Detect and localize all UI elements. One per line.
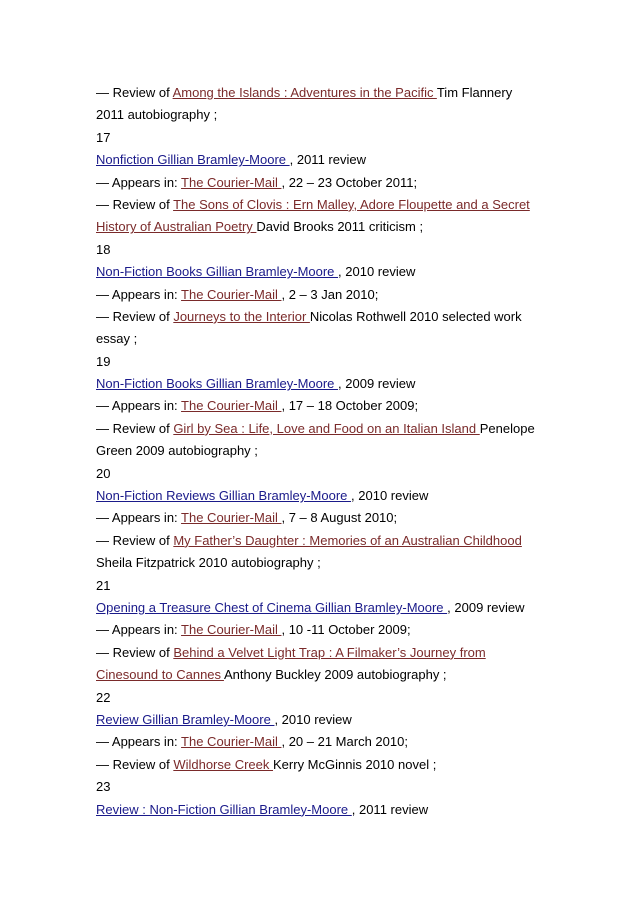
- text-line: [96, 552, 566, 574]
- text-line: [96, 351, 566, 373]
- text-line: [96, 216, 566, 238]
- line-text: , 2 – 3 Jan 2010;: [281, 286, 379, 302]
- text-line: [96, 530, 566, 552]
- line-text: , 2010 review: [338, 264, 416, 280]
- work-link[interactable]: Cinesound to Cannes: [96, 667, 224, 683]
- line-text: — Appears in:: [96, 622, 182, 638]
- text-line: [96, 194, 566, 216]
- line-text: , 2009 review: [447, 599, 525, 615]
- work-link[interactable]: The Courier-Mail: [181, 510, 282, 526]
- text-line: [96, 149, 566, 171]
- text-line: [96, 619, 566, 641]
- work-link[interactable]: History of Australian Poetry: [96, 219, 257, 235]
- line-text: 20: [96, 465, 111, 481]
- line-text: — Review of: [96, 756, 174, 772]
- text-line: [96, 82, 566, 104]
- review-title-link[interactable]: Opening a Treasure Chest of Cinema Gillian Bramley-Moore: [96, 599, 448, 615]
- review-title-link[interactable]: Non-Fiction Reviews Gillian Bramley-Moore: [96, 488, 352, 504]
- text-line: [96, 306, 566, 328]
- text-line: [96, 328, 566, 350]
- text-line: [96, 418, 566, 440]
- work-link[interactable]: Behind a Velvet Light Trap : A Filmaker’s Journey from: [173, 644, 486, 660]
- line-text: Sheila Fitzpatrick 2010 autobiography ;: [96, 555, 321, 571]
- work-link[interactable]: My Father’s Daughter : Memories of an Australian Childhood: [173, 532, 522, 548]
- line-text: — Review of: [96, 420, 174, 436]
- review-title-link[interactable]: Non-Fiction Books Gillian Bramley-Moore: [96, 376, 339, 392]
- work-link[interactable]: Journeys to the Interior: [173, 308, 310, 324]
- line-text: 2011 autobiography ;: [96, 107, 218, 123]
- line-text: , 7 – 8 August 2010;: [281, 510, 398, 526]
- text-line: [96, 642, 566, 664]
- line-text: , 20 – 21 March 2010;: [281, 734, 408, 750]
- line-text: — Review of: [96, 644, 174, 660]
- text-line: [96, 127, 566, 149]
- work-link[interactable]: The Courier-Mail: [181, 398, 282, 414]
- text-line: [96, 261, 566, 283]
- text-line: [96, 776, 566, 798]
- line-text: Kerry McGinnis 2010 novel ;: [273, 756, 437, 772]
- line-text: , 10 -11 October 2009;: [281, 622, 411, 638]
- work-link[interactable]: Among the Islands : Adventures in the Pacific: [172, 85, 437, 100]
- review-title-link[interactable]: Review Gillian Bramley-Moore: [96, 711, 275, 727]
- line-text: 22: [96, 689, 111, 705]
- line-text: Penelope: [479, 420, 535, 436]
- text-line: [96, 485, 566, 507]
- text-line: [96, 463, 566, 485]
- text-line: [96, 284, 566, 306]
- work-link[interactable]: The Courier-Mail: [181, 286, 282, 302]
- line-text: , 22 – 23 October 2011;: [281, 174, 418, 190]
- work-link[interactable]: The Courier-Mail: [181, 734, 282, 750]
- text-line: [96, 709, 566, 731]
- line-text: Anthony Buckley 2009 autobiography ;: [223, 667, 447, 683]
- text-line: [96, 104, 566, 126]
- text-line: [96, 754, 566, 776]
- text-line: [96, 239, 566, 261]
- work-link[interactable]: Wildhorse Creek: [173, 756, 274, 772]
- text-line: [96, 507, 566, 529]
- text-line: [96, 575, 566, 597]
- line-text: , 2011 review: [289, 152, 366, 168]
- line-text: — Review of: [96, 85, 173, 100]
- text-line: [96, 664, 566, 686]
- document-page: [96, 82, 566, 821]
- text-line: [96, 172, 566, 194]
- review-title-link[interactable]: Nonfiction Gillian Bramley-Moore: [96, 152, 290, 168]
- text-line: [96, 597, 566, 619]
- line-text: 21: [96, 577, 111, 593]
- work-link[interactable]: The Sons of Clovis : Ern Malley, Adore Floupette and a Secret: [173, 196, 530, 212]
- text-line: [96, 687, 566, 709]
- line-text: — Review of: [96, 532, 174, 548]
- line-text: , 2011 review: [351, 801, 429, 817]
- review-title-link[interactable]: Non-Fiction Books Gillian Bramley-Moore: [96, 264, 339, 280]
- line-text: David Brooks 2011 criticism ;: [256, 219, 424, 235]
- line-text: — Appears in:: [96, 510, 182, 526]
- line-text: , 2009 review: [338, 376, 416, 392]
- line-text: , 17 – 18 October 2009;: [281, 398, 419, 414]
- line-text: , 2010 review: [274, 711, 352, 727]
- work-link[interactable]: The Courier-Mail: [181, 174, 282, 190]
- line-text: 23: [96, 779, 111, 795]
- line-text: 19: [96, 353, 111, 369]
- line-text: — Review of: [96, 308, 174, 324]
- text-line: [96, 440, 566, 462]
- line-text: essay ;: [96, 331, 138, 347]
- line-text: Nicolas Rothwell 2010 selected work: [309, 308, 522, 324]
- line-text: — Appears in:: [96, 174, 182, 190]
- line-text: 18: [96, 241, 111, 257]
- work-link[interactable]: The Courier-Mail: [181, 622, 282, 638]
- line-text: — Review of: [96, 196, 174, 212]
- line-text: , 2010 review: [351, 488, 429, 504]
- line-text: — Appears in:: [96, 734, 182, 750]
- review-title-link[interactable]: Review : Non-Fiction Gillian Bramley-Moore: [96, 801, 352, 817]
- text-line: [96, 395, 566, 417]
- text-line: [96, 799, 566, 821]
- line-text: — Appears in:: [96, 286, 182, 302]
- work-link[interactable]: Girl by Sea : Life, Love and Food on an Italian Island: [173, 420, 480, 436]
- text-line: [96, 731, 566, 753]
- text-line: [96, 373, 566, 395]
- line-text: 17: [96, 129, 111, 145]
- line-text: Green 2009 autobiography ;: [96, 443, 258, 459]
- line-text: — Appears in:: [96, 398, 182, 414]
- line-text: Tim Flannery: [436, 85, 513, 100]
